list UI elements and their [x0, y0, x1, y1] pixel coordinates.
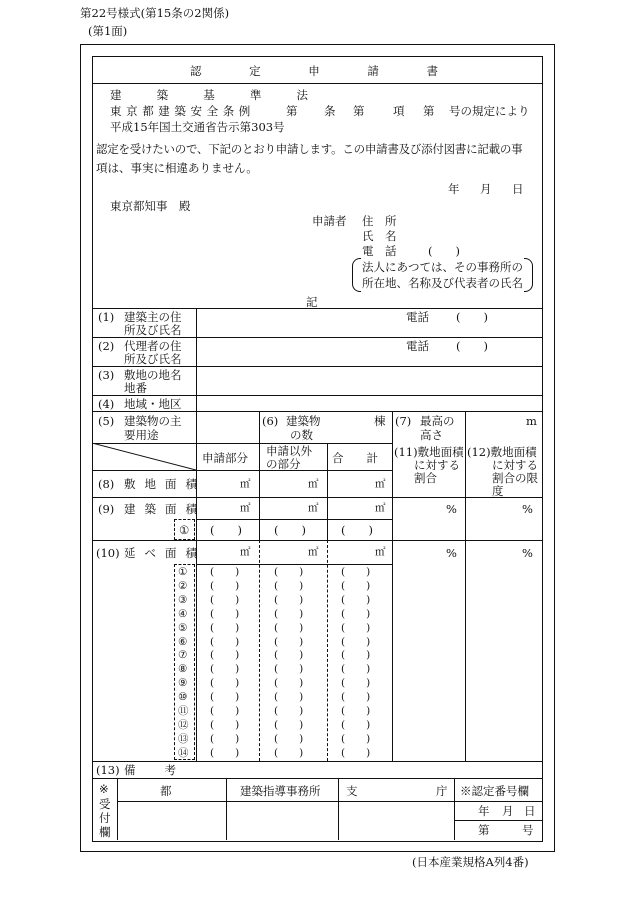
- row1-label-line1: 建築主の住: [124, 310, 182, 324]
- reception-to: 都: [160, 784, 172, 798]
- row10-sub-total: ( ): [341, 594, 371, 606]
- row10-sub-apply: ( ): [210, 580, 240, 592]
- applicant-name-label: 氏 名: [362, 229, 397, 243]
- row7-unit: m: [526, 414, 537, 428]
- row9-pct-ratio: %: [446, 502, 457, 516]
- col-header-total: 合 計: [332, 451, 378, 465]
- row10-sub-number: ⑧: [178, 663, 188, 675]
- law-line-3: 平成15年国土交通省告示第303号: [110, 120, 285, 134]
- row13-number: (13): [96, 763, 120, 777]
- corp-note-right-paren: [524, 258, 533, 292]
- row12-label-line3: 割合の限: [492, 471, 538, 485]
- row10-sub-apply: ( ): [210, 733, 240, 745]
- reception-month: 月: [502, 804, 514, 818]
- row3-number: (3): [98, 368, 115, 382]
- row10-sub-other: ( ): [274, 663, 304, 675]
- row10-sub-apply: ( ): [210, 677, 240, 689]
- row5-number: (5): [98, 414, 115, 428]
- row10-sub-apply: ( ): [210, 622, 240, 634]
- col-header-apply: 申請部分: [202, 451, 248, 465]
- row12-label-line4: 度: [492, 484, 504, 498]
- row9-sqm-other: ㎡: [308, 502, 319, 514]
- row10-sub-total: ( ): [341, 636, 371, 648]
- reception-number-prefix: 第: [478, 823, 490, 837]
- row11-label-line1: (11)敷地面積: [394, 445, 464, 459]
- row10-sub-apply: ( ): [210, 608, 240, 620]
- row7-label-line2: 高さ: [420, 428, 443, 442]
- row10-sub-other: ( ): [274, 719, 304, 731]
- row10-sub-apply: ( ): [210, 594, 240, 606]
- row1-number: (1): [98, 310, 115, 324]
- row10-sqm-total: ㎡: [375, 546, 386, 558]
- row10-sub-number: ⑭: [178, 747, 189, 759]
- row3-label-line2: 地番: [124, 381, 147, 395]
- row10-sub-apply: ( ): [210, 719, 240, 731]
- row9-pct-limit: %: [522, 502, 533, 516]
- row9-sub-other: ( ): [274, 523, 306, 537]
- row10-sub-other: ( ): [274, 733, 304, 745]
- row10-sub-total: ( ): [341, 580, 371, 592]
- row10-sub-number: ③: [178, 594, 188, 606]
- row10-sub-other: ( ): [274, 580, 304, 592]
- row10-sqm-other: ㎡: [308, 546, 319, 558]
- row9-sub-number: ①: [179, 523, 190, 537]
- row11-label-line2: に対する: [414, 458, 460, 472]
- row6-label-line1: 建築物: [286, 414, 321, 428]
- row4-number: (4): [98, 397, 115, 411]
- row10-sub-total: ( ): [341, 719, 371, 731]
- corp-note-left-paren: [352, 258, 361, 292]
- document-title: 認 定 申 請 書: [190, 64, 438, 78]
- row10-sub-total: ( ): [341, 608, 371, 620]
- addressee: 東京都知事 殿: [110, 199, 191, 213]
- row10-sub-other: ( ): [274, 594, 304, 606]
- row10-sub-number: ⑬: [178, 733, 189, 745]
- law-line-1: 建 築 基 準 法: [110, 88, 308, 102]
- reception-guidance-office: 建築指導事務所: [240, 784, 321, 798]
- applicant-label: 申請者: [312, 214, 347, 228]
- row8-number: (8): [98, 477, 115, 491]
- row10-label: 延べ面積: [124, 546, 206, 560]
- row10-sub-other: ( ): [274, 747, 304, 759]
- row10-sub-number: ⑨: [178, 677, 188, 689]
- row11-label-line3: 割合: [414, 471, 437, 485]
- row12-label-line2: に対する: [492, 458, 538, 472]
- row10-sub-total: ( ): [341, 747, 371, 759]
- date-year: 年: [448, 182, 460, 196]
- row5-label-line1: 建築物の主: [124, 414, 182, 428]
- ki-mark: 記: [306, 295, 318, 309]
- form-number: 第22号様式(第15条の2関係): [80, 6, 230, 20]
- row10-sub-number: ⑪: [178, 705, 189, 717]
- row8-sqm-apply: ㎡: [240, 478, 251, 490]
- row10-sub-number: ⑥: [178, 636, 188, 648]
- row1-tel-label: 電話: [406, 310, 429, 324]
- row10-sub-total: ( ): [341, 705, 371, 717]
- corp-note-line-2: 所在地、名称及び代表者の氏名: [362, 276, 523, 290]
- applicant-phone-paren: ( ): [428, 244, 460, 258]
- row6-unit: 棟: [374, 414, 386, 428]
- row10-sub-total: ( ): [341, 622, 371, 634]
- row10-pct-ratio: %: [446, 546, 457, 560]
- page-label: (第1面): [88, 24, 128, 38]
- applicant-address-label: 住 所: [362, 214, 397, 228]
- date-day: 日: [512, 182, 524, 196]
- reception-mark: ※: [99, 782, 109, 796]
- row5-label-line2: 要用途: [124, 428, 159, 442]
- row10-sub-apply: ( ): [210, 636, 240, 648]
- row8-sqm-total: ㎡: [375, 478, 386, 490]
- corp-note-line-1: 法人にあつては、その事務所の: [362, 260, 523, 274]
- reception-cert-label: ※認定番号欄: [460, 784, 529, 798]
- row10-sub-apply: ( ): [210, 649, 240, 661]
- row2-label-line2: 所及び氏名: [124, 352, 182, 366]
- row10-sub-number: ⑦: [178, 649, 188, 661]
- applicant-phone-label: 電 話: [362, 244, 397, 258]
- row10-sub-other: ( ): [274, 622, 304, 634]
- reception-label-char-1: 受: [99, 797, 111, 811]
- col-header-other-line1: 申請以外: [266, 444, 312, 458]
- row9-label: 建築面積: [124, 502, 206, 516]
- row9-sub-total: ( ): [341, 523, 373, 537]
- row2-tel-label: 電話: [406, 339, 429, 353]
- row10-sub-other: ( ): [274, 705, 304, 717]
- row8-sqm-other: ㎡: [308, 478, 319, 490]
- row9-sqm-apply: ㎡: [240, 502, 251, 514]
- row10-sub-other: ( ): [274, 636, 304, 648]
- row4-label: 地域・地区: [124, 397, 182, 411]
- reception-label-char-2: 付: [99, 811, 111, 825]
- row10-sub-other: ( ): [274, 566, 304, 578]
- declaration-line-1: 認定を受けたいので、下記のとおり申請します。この申請書及び添付図書に記載の事: [96, 142, 523, 156]
- row10-sub-other: ( ): [274, 649, 304, 661]
- row1-label-line2: 所及び氏名: [124, 323, 182, 337]
- date-month: 月: [480, 182, 492, 196]
- row10-sub-total: ( ): [341, 566, 371, 578]
- row2-label-line1: 代理者の住: [124, 339, 182, 353]
- row10-sub-number: ②: [178, 580, 188, 592]
- row1-tel-paren: ( ): [456, 310, 488, 324]
- reception-number-suffix: 号: [522, 823, 534, 837]
- row7-label-line1: 最高の: [420, 414, 455, 428]
- row2-number: (2): [98, 339, 115, 353]
- row6-label-line2: の数: [290, 428, 313, 442]
- row13-label: 備 考: [124, 763, 178, 777]
- row10-sub-total: ( ): [341, 663, 371, 675]
- reception-office: 庁: [436, 784, 448, 798]
- row10-sub-apply: ( ): [210, 566, 240, 578]
- row9-sqm-total: ㎡: [375, 502, 386, 514]
- row10-sub-apply: ( ): [210, 705, 240, 717]
- row10-sub-other: ( ): [274, 677, 304, 689]
- row3-label-line1: 敷地の地名: [124, 368, 182, 382]
- row10-sub-apply: ( ): [210, 747, 240, 759]
- row10-sub-number: ⑩: [178, 691, 188, 703]
- row12-label-line1: (12)敷地面積: [467, 445, 537, 459]
- row2-tel-paren: ( ): [456, 339, 488, 353]
- row10-sub-other: ( ): [274, 691, 304, 703]
- row10-sub-number: ⑤: [178, 622, 188, 634]
- row10-sub-total: ( ): [341, 677, 371, 689]
- row10-sub-number: ①: [178, 566, 188, 578]
- footer-spec: (日本産業規格A列4番): [412, 855, 529, 869]
- row6-number: (6): [262, 414, 279, 428]
- row7-number: (7): [395, 414, 412, 428]
- row10-sub-apply: ( ): [210, 663, 240, 675]
- row10-number: (10): [96, 546, 120, 560]
- row9-number: (9): [98, 502, 115, 516]
- reception-label-char-3: 欄: [99, 825, 111, 839]
- reception-day: 日: [524, 804, 536, 818]
- row10-sub-number: ④: [178, 608, 188, 620]
- row10-pct-limit: %: [522, 546, 533, 560]
- row8-label: 敷地面積: [124, 477, 206, 491]
- row10-sub-other: ( ): [274, 608, 304, 620]
- reception-branch: 支: [346, 784, 358, 798]
- row10-sub-total: ( ): [341, 649, 371, 661]
- row10-sub-total: ( ): [341, 733, 371, 745]
- col-header-other-line2: の部分: [266, 457, 301, 471]
- row10-sub-number: ⑫: [178, 719, 189, 731]
- row9-sub-apply: ( ): [210, 523, 242, 537]
- header-diagonal: [92, 443, 196, 470]
- row10-sub-apply: ( ): [210, 691, 240, 703]
- row10-sub-total: ( ): [341, 691, 371, 703]
- declaration-line-2: 項は、事実に相違ありません。: [96, 161, 258, 175]
- row10-sqm-apply: ㎡: [240, 546, 251, 558]
- reception-year: 年: [478, 804, 490, 818]
